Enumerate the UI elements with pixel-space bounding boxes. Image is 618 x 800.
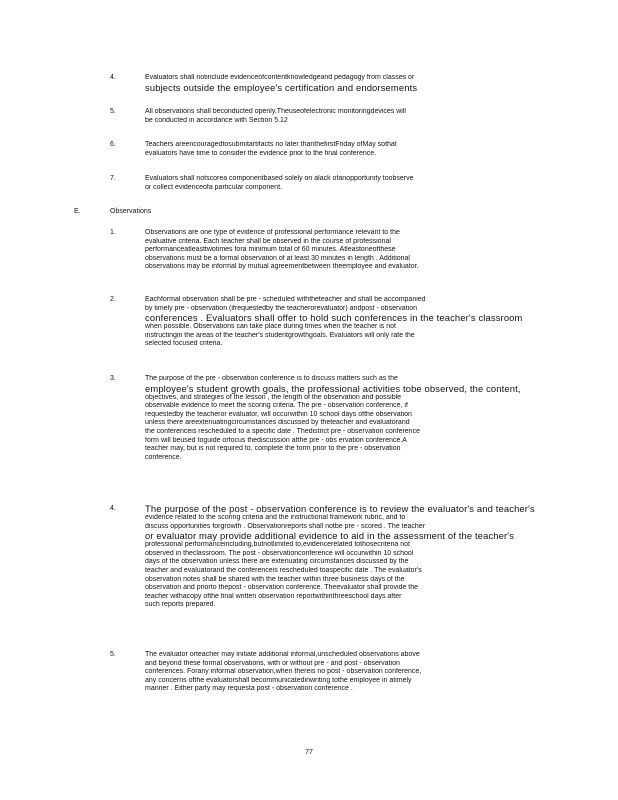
text-line: or evaluator may provide additional evidence to aid in the assessment of the teacher's (145, 531, 515, 542)
text-line: requestedby the teacheror evaluator, will occurwithin 10 school days ofthe observation (145, 410, 412, 418)
list-number: 7. (110, 175, 116, 182)
text-line: teacher withacopy ofthe final written observation reportwithinthreeschool days after (145, 592, 402, 600)
page-number: 77 (305, 749, 313, 756)
text-line: The purpose of the pre - observation conference is to discuss matters such as the (145, 375, 398, 382)
list-item-text (145, 108, 543, 125)
text-line: the conferenceis rescheduled to a specific date . Thedistrict pre - observation conference (145, 427, 420, 435)
text-line: observations may be informal by mutual agreementbetween theemployee and evaluator. (145, 263, 419, 271)
text-line: any concerns ofthe evaluatorshall becommunicatedinwriting tothe employee in atimely (145, 676, 412, 684)
text-line: Teachers areencouragedtosubmitartifacts no later thanthefirstFriday ofMay sothat (145, 141, 397, 148)
list-item-text (145, 651, 543, 694)
text-line: observed in theclassroom. The post - observationconference will occurwithin 10 school (145, 549, 414, 557)
text-line: subjects outside the employee's certification and endorsements (145, 82, 418, 93)
text-line: conference. (145, 453, 182, 461)
text-line: days of the observation unless there are extenuating circumstances discussed by the (145, 558, 409, 566)
text-line: form will beused toguide orfocus thediscussion atthe pre - obs ervation conference.A (145, 436, 407, 444)
text-line: manner . Either party may requesta post - observation conference . (145, 685, 353, 693)
list-number: 3. (110, 375, 116, 382)
list-item-text (145, 229, 543, 272)
text-line: evaluators have time to consider the evidence prior to the final conference. (145, 149, 377, 157)
text-line: be conducted in accordance with Section 5.12 (145, 116, 288, 124)
list-item-text (145, 175, 543, 192)
text-line: observation notes shall be shared with the teacher within three business days of the (145, 575, 405, 583)
list-number: 2. (110, 296, 116, 303)
text-line: instructingin the areas of the teacher's studentgrowthgoals. Evaluators will only rate the (145, 331, 415, 339)
text-line: discuss opportunities forgrowth . Observationreports shall notbe pre - scored . The teacher (145, 522, 426, 530)
list-number: 6. (110, 141, 116, 148)
text-line: Observations are one type of evidence of professional performance relevant to the (145, 229, 400, 236)
list-item-text (145, 504, 543, 610)
text-line: selected focused criteria. (145, 340, 223, 348)
text-line: or collect evidenceofa particular component. (145, 183, 282, 191)
text-line: observations must be a formal observation of at least 30 minutes in length . Additional (145, 254, 410, 262)
text-line: teacher and evaluatorand the conferenceis rescheduled toaspecific date . The evaluator's (145, 566, 422, 574)
text-line: Evaluators shall notscorea componentbased solely on alack ofanopportunity toobserve (145, 175, 414, 182)
text-line: such reports prepared. (145, 601, 216, 609)
list-item-text (145, 74, 543, 93)
text-line: and beyond these formal observations, with or without pre - and post - observation (145, 659, 400, 667)
text-line: observation and priorto thepost - observation conference. Theevaluator shall provide the (145, 584, 419, 592)
section-letter: E. (74, 208, 81, 215)
text-line: objectives, and strategies of the lesson , the length of the observation and possible (145, 393, 402, 401)
text-line: Evaluators shall notinclude evidenceofcontentknowledgeand pedagogy from classes or (145, 74, 415, 81)
list-number: 4. (110, 505, 116, 512)
text-line: conferences . Evaluators shall offer to hold such conferences in the teacher's classroom (145, 313, 523, 324)
text-line: when possible. Observations can take place during times when the teacher is not (145, 323, 396, 331)
text-line: observable evidence to meet the scoring criteria. The pre - observation conference, if (145, 402, 408, 410)
list-item-text (145, 296, 543, 349)
text-line: All observations shall beconducted openly.Theuseofelectronic monitoringdevices will (145, 108, 406, 115)
list-number: 5. (110, 651, 116, 658)
section-title: Observations (110, 208, 152, 215)
text-line: professional performanceincluding,butnotlimited to,evidencerelated tothosecriteria not (145, 541, 410, 549)
text-line: performanceatleasttwotimes fora minimum total of 60 minutes. Atleastoneofthese (145, 246, 396, 254)
list-item-text (145, 141, 543, 158)
text-line: employee's student growth goals, the professional activities tobe observed, the content, (145, 383, 521, 394)
text-line: evaluative criteria. Each teacher shall be observed in the course of professional (145, 237, 391, 245)
text-line: The evaluator orteacher may initiate additional informal,unscheduled observations above (145, 651, 420, 658)
text-line: The purpose of the post - observation conference is to review the evaluator's and teacher's (145, 504, 535, 514)
list-number: 5. (110, 108, 116, 115)
text-line: unless there areextenuatingcircumstances discussed by theteacher and evaluatorand (145, 419, 410, 427)
text-line: Eachformal observation shall be pre - scheduled withtheteacher and shall be accompanied (145, 296, 426, 303)
text-line: teacher may, but is not required to, complete the form prior to the pre - observation (145, 445, 401, 453)
text-line: by timely pre - observation (ifrequestedby the teacherorevaluator) andpost - observation (145, 304, 417, 312)
text-line: conferences. Forany informal observation,when thereis no post - observation conference, (145, 668, 422, 676)
list-number: 1. (110, 229, 116, 236)
text-line: evidence related to the scoring criteria and the instructional framework rubric, and to (145, 514, 406, 521)
list-number: 4. (110, 74, 116, 81)
list-item-text (145, 375, 543, 462)
